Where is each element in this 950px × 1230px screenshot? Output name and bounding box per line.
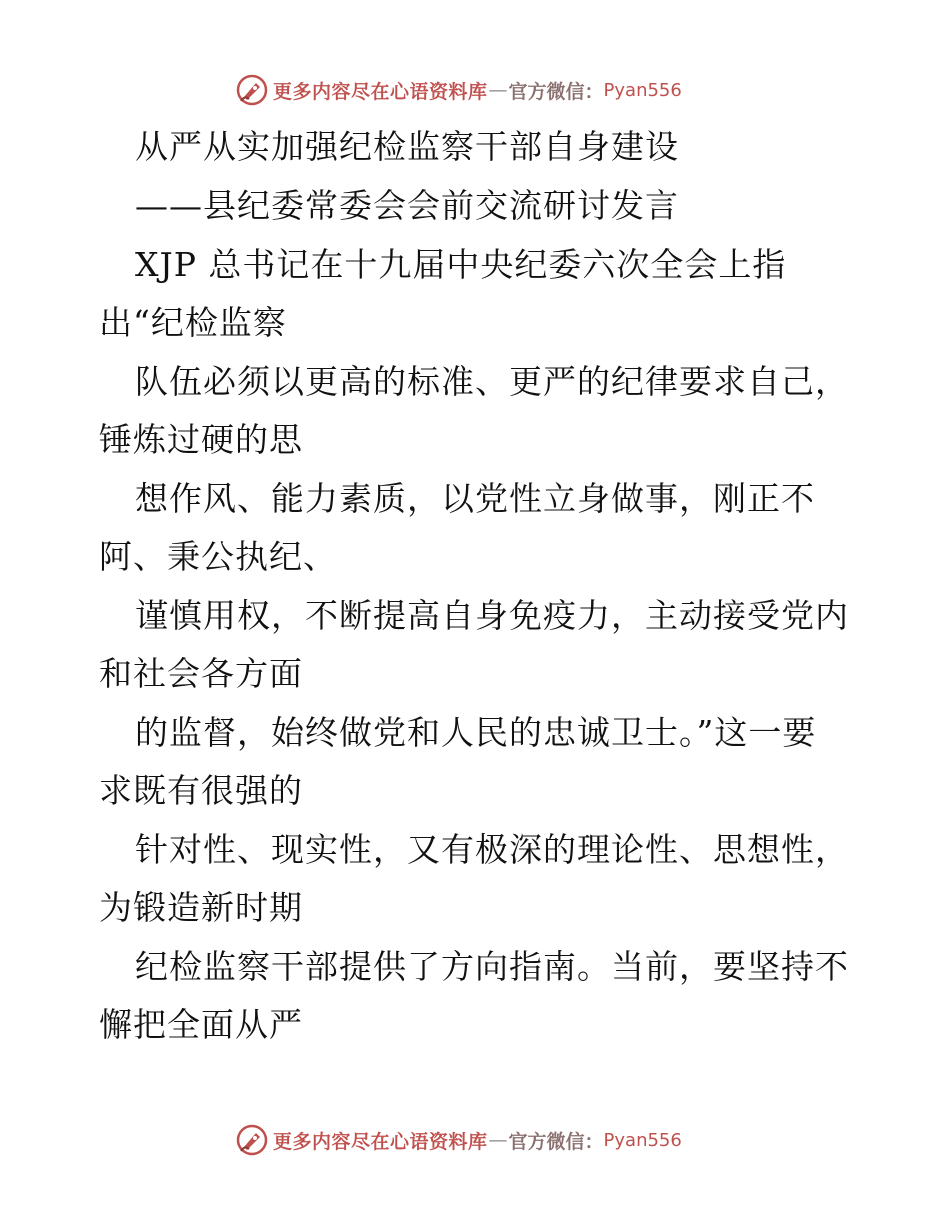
text-line: 出“纪检监察 (99, 303, 287, 342)
text-line: 求既有很强的 (99, 771, 303, 810)
watermark-wechat-id: Pyan556 (603, 1129, 682, 1151)
text-line: 锤炼过硬的思 (99, 420, 303, 459)
watermark-wechat-id: Pyan556 (603, 79, 682, 101)
text-line: 队伍必须以更高的标准、更严的纪律要求自己， (135, 362, 849, 401)
watermark-dash: — (488, 1129, 508, 1151)
text-line: 懈把全面从严 (99, 1005, 303, 1044)
text-line: 的监督，始终做党和人民的忠诚卫士。”这一要 (135, 713, 817, 752)
watermark-dash: — (488, 79, 508, 101)
text-line: 想作风、能力素质，以党性立身做事，刚正不 (135, 479, 815, 518)
watermark-wechat-label: 官方微信： (508, 80, 604, 103)
watermark-banner-top (235, 72, 715, 108)
watermark-text: 更多内容尽在心语资料库 (273, 1130, 488, 1153)
watermark-text: 更多内容尽在心语资料库 (273, 80, 488, 103)
document-subtitle: ——县纪委常委会会前交流研讨发言 (135, 186, 679, 225)
watermark-wechat-label: 官方微信： (508, 1130, 604, 1153)
text-line: 纪检监察干部提供了方向指南。当前，要坚持不 (135, 947, 849, 986)
text-line: XJP 总书记在十九届中央纪委六次全会上指 (135, 245, 787, 284)
text-line: 阿、秉公执纪、 (99, 537, 337, 576)
pen-nib-circle-icon (235, 73, 269, 107)
text-line: 和社会各方面 (99, 654, 303, 693)
pen-nib-circle-icon (235, 1123, 269, 1157)
text-line: 为锻造新时期 (99, 888, 303, 927)
watermark-banner-bottom (235, 1122, 715, 1158)
text-line: 谨慎用权，不断提高自身免疫力，主动接受党内 (135, 596, 849, 635)
text-line: 针对性、现实性，又有极深的理论性、思想性， (135, 830, 849, 869)
document-title: 从严从实加强纪检监察干部自身建设 (135, 127, 679, 166)
